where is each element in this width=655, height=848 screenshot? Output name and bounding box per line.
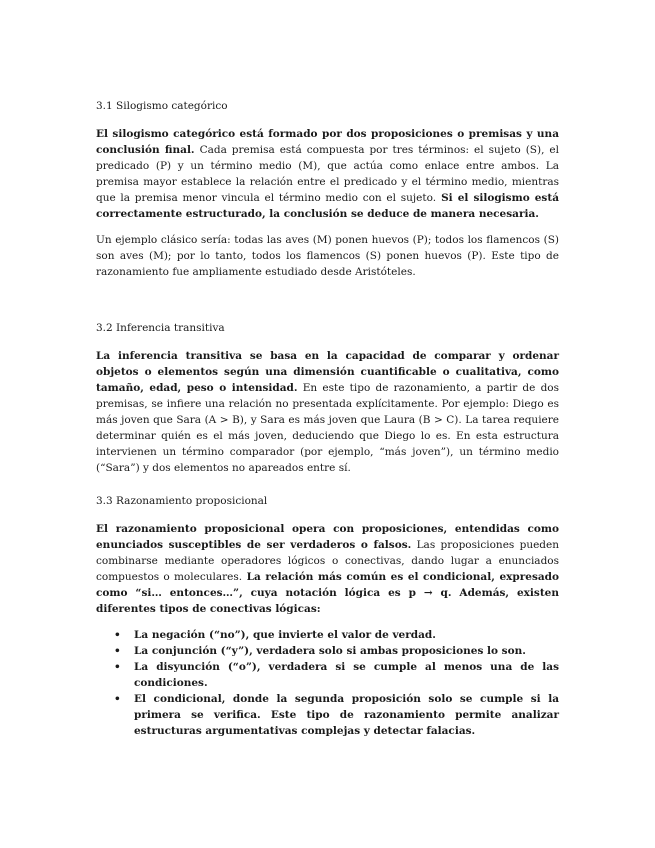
bullet-icon: • <box>114 645 121 657</box>
bold-text: La relación más común es el condicional, expresado como “si… entonces…”, cuya notación lógica es p → q. Además, existen diferentes tipos de conectivas lógicas: <box>96 571 559 615</box>
paragraph <box>96 126 559 222</box>
bold-text: El razonamiento proposicional opera con proposiciones, entendidas como enunciados susceptibles de ser verdaderos o falsos. <box>96 523 559 551</box>
paragraph <box>96 521 559 617</box>
list-item: • El condicional, donde la segunda proposición solo se cumple si la primera se verifica. Este tipo de razonamiento permite analizar estructuras argumentativas complejas y detectar falacias. <box>114 693 559 737</box>
section-silogismo <box>96 100 559 290</box>
list-item: • La conjunción (“y”), verdadera solo si ambas proposiciones lo son. <box>114 645 526 657</box>
section-inferencia <box>96 322 559 486</box>
bold-text: La inferencia transitiva se basa en la capacidad de comparar y ordenar objetos o elementos según una dimensión cuantificable o cualitativa, como tamaño, edad, peso o intensidad. <box>96 350 559 394</box>
bold-text: Si el silogismo está correctamente estructurado, la conclusión se deduce de manera necesaria. <box>96 192 560 220</box>
bullet-icon: • <box>114 661 121 673</box>
section-heading: 3.2 Inferencia transitiva <box>96 322 225 334</box>
body-text: En este tipo de razonamiento, a partir de dos premisas, se infiere una relación no presentada explícitamente. Por ejemplo: Diego es más joven que Sara (A > B), y Sara es más joven que Laura (B > C). La tarea requiere determinar quién es el más joven, deduciendo que Diego lo es. En esta estructura intervienen un término comparador (por ejemplo, “más joven”), un término medio (“Sara”) y dos elementos no apareados entre sí. <box>96 382 560 474</box>
paragraph: Un ejemplo clásico sería: todas las aves (M) ponen huevos (P); todos los flamencos (S) son aves (M); por lo tanto, todos los flamencos (S) ponen huevos (P). Este tipo de razonamiento fue ampliamente estudiado desde Aristóteles. <box>96 234 559 278</box>
section-heading: 3.3 Razonamiento proposicional <box>96 495 268 507</box>
bold-text: El silogismo categórico está formado por dos proposiciones o premisas y una conclusión final. <box>96 128 559 156</box>
bullet-icon: • <box>114 629 121 641</box>
section-heading: 3.1 Silogismo categórico <box>96 100 228 112</box>
section-proposicional <box>96 495 559 739</box>
list-item: • La disyunción (“o”), verdadera si se cumple al menos una de las condiciones. <box>114 661 559 689</box>
body-text: Cada premisa está compuesta por tres términos: el sujeto (S), el predicado (P) y un término medio (M), que actúa como enlace entre ambos. La premisa mayor establece la relación entre el predicado y el término medio, mientras que la premisa menor vincula el término medio con el sujeto. <box>96 144 559 204</box>
list-item: • La negación (“no”), que invierte el valor de verdad. <box>114 629 436 641</box>
paragraph <box>96 348 559 476</box>
body-text: Las proposiciones pueden combinarse mediante operadores lógicos o conectivas, dando lugar a enunciados compuestos o moleculares. <box>96 539 559 583</box>
connectives-list <box>96 627 559 739</box>
bullet-icon: • <box>114 693 121 705</box>
